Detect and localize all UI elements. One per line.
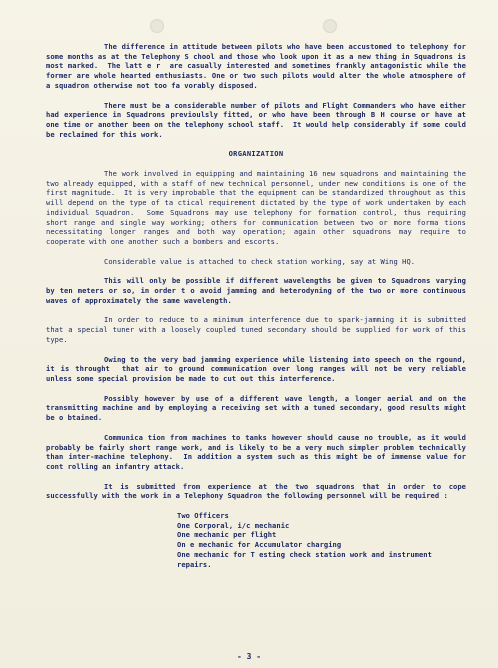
punch-hole	[150, 19, 164, 33]
personnel-item: One mechanic for T esting check station work and instrument repairs.	[177, 549, 432, 569]
paragraph: Possibly however by use of a different wave length, a longer aerial and on the transmitting machine and by employing a receiving set with a tuned secondary, good results might be o btained.	[46, 393, 471, 423]
paragraph: There must be a considerable number of pilots and Flight Commanders who have either had experience in Squadrons previoulsly fitted, or who have been through B H course or have at one time or another been on the telephony school staff. It would help considerably if some could be reclaimed for this work.	[46, 100, 471, 139]
paragraph: In order to reduce to a minimum interference due to spark-jamming it is submitted that a special tuner with a loosely coupled tuned secondary should be supplied for work of this type.	[46, 315, 471, 344]
personnel-list	[46, 511, 466, 569]
paragraph: It is submitted from experience at the two squadrons that in order to cope successfully with the work in a Telephony Squadron the following personnel will be required :	[46, 481, 471, 501]
document-body	[46, 42, 471, 569]
page-number: - 3 -	[236, 652, 262, 661]
paragraph: This will only be possible if different wavelengths be given to Squadrons varying by ten meters or so, in order t o avoid jamming and heterodyning of the two or more continuous waves of approximately the same wavelength.	[46, 276, 471, 305]
paragraph: Owing to the very bad jamming experience while listening into speech on the rgound, it is throught that air to ground communication over long ranges will not be very reliable unless some special provision be made to cut out this interference.	[46, 354, 471, 383]
punch-hole	[323, 19, 337, 33]
personnel-item: On e mechanic for Accumulator charging	[177, 540, 342, 550]
paragraph: Communica tion from machines to tanks however should cause no trouble, as it would probably be fairly short range work, and is likely to be a very much simpler problem technically than inter-machine telephony. In addition a system such as this might be of immense value for cont rolling an infantry attack.	[46, 432, 471, 471]
personnel-item: One mechanic per flight	[177, 530, 277, 540]
personnel-item: Two Officers	[177, 511, 229, 521]
paragraph: The work involved in equipping and maintaining 16 new squadrons and maintaining the two already equipped, with a staff of new technical personnel, under new conditions is one of the first magnitude. It is very improbable that the equipment can be standardized throughout as this will depend on the type of ta ctical requirement dictated by the type of work undertaken by each individual Squadron. Some Squadrons may use telephony for formation control, thus requiring short range and single way working; others for communication between two or more forma tions necessitating longer ranges and both way operation; again other squadrons may require to cooperate with one another such a bombers and escorts.	[46, 169, 471, 246]
paragraph: Considerable value is attached to check station working, say at Wing HQ.	[104, 256, 416, 266]
section-heading: ORGANIZATION	[228, 149, 284, 159]
paragraph: The difference in attitude between pilots who have been accustomed to telephony for some months as at the Telephony S chool and those who look upon it as a new thing in Squadrons is most marked. The latt e r are casually interested and sometimes frankly antagonistic while the former are whole hearted enthusiasts. One or two such pilots would alter the whole atmosphere of a squadron otherwise not too fa vorably disposed.	[46, 42, 471, 90]
personnel-item: One Corporal, i/c mechanic	[177, 520, 290, 530]
